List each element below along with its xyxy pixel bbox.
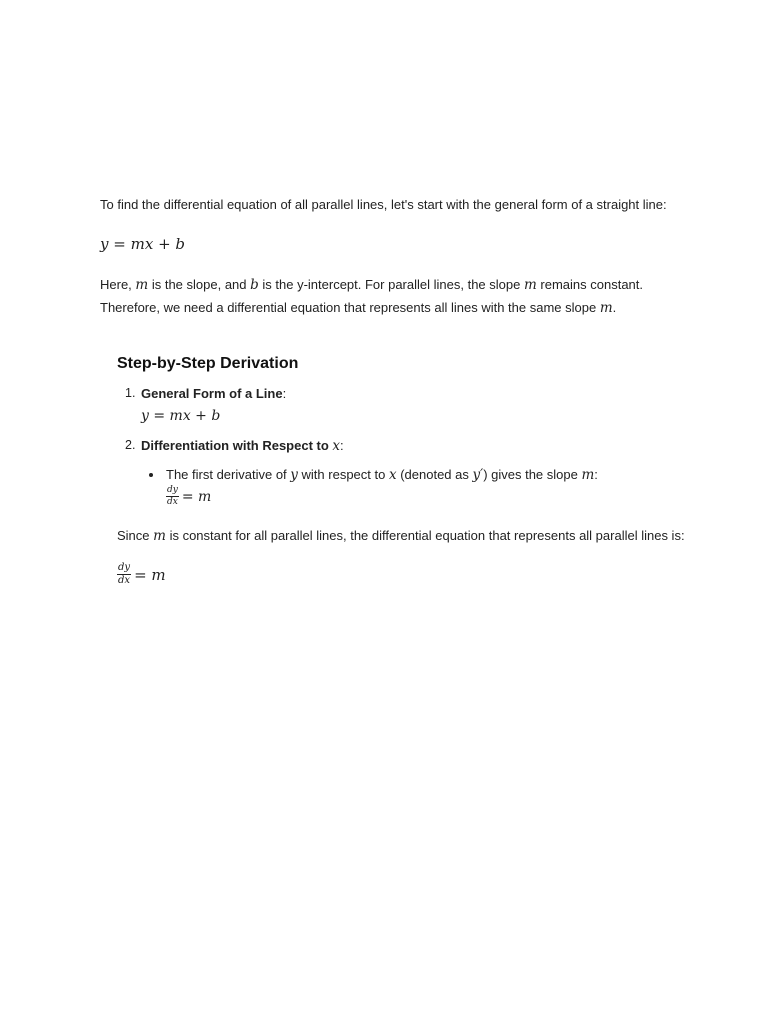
var-m: m [523,277,537,293]
explanation-line-1: Here, m is the slope, and b is the y-intercept. For parallel lines, the slope m remains constant. [100,277,643,293]
final-derivative-fraction: $\frac{dy}{dx}$ [118,562,131,586]
step-2-derivative-equation: $\frac{dy}{dx}$ = m [167,485,212,507]
var-m: m [135,277,149,293]
final-equation: $\frac{dy}{dx}$ = m [118,562,166,586]
step-1-number: 1. [125,386,136,400]
intro-paragraph [100,196,667,214]
step-1-title: General Form of a Line: [141,386,287,401]
bullet-dot [149,473,153,477]
step-2-number: 2. [125,438,136,452]
var-m: m [599,300,613,316]
conclusion-paragraph: Since m is constant for all parallel lines, the differential equation that represents all parallel lines is: [117,528,685,544]
eq-rhs: mx + b [130,235,186,253]
step-1-equation: y = mx + b [141,408,221,424]
main-equation [100,235,185,253]
intro-text: To find the differential equation of all parallel lines, let's start with the general form of a straight line: [100,197,667,212]
step-2-bullet-text: The first derivative of y with respect to x (denoted as y′) gives the slope m: [166,467,598,483]
var-b: b [250,277,259,293]
eq-equals: = [113,235,126,253]
eq-y: y [100,235,109,253]
explanation-line-2: Therefore, we need a differential equation that represents all lines with the same slope m. [100,300,617,316]
section-heading: Step-by-Step Derivation [117,355,299,372]
derivative-fraction: $\frac{dy}{dx}$ [167,485,178,507]
step-2-title: Differentiation with Respect to x: [141,438,344,454]
